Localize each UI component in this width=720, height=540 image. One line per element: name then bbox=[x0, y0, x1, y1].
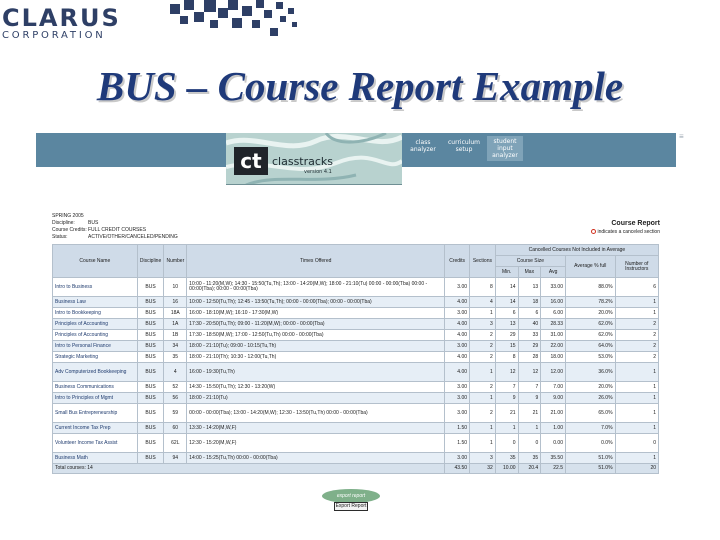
cell-size-max: 13 bbox=[518, 278, 541, 297]
cell-times-offered: 14:00 - 15:25(Tu,Th) 00:00 - 00:00(Tba) bbox=[187, 453, 445, 464]
cell-times-offered: 16:00 - 19:30(Tu,Th) bbox=[187, 363, 445, 382]
cell-instructors: 2 bbox=[615, 352, 658, 363]
table-row bbox=[53, 423, 659, 434]
header-course-name: Course Name bbox=[53, 245, 138, 278]
cell-average-full: 65.0% bbox=[565, 404, 615, 423]
cell-sections: 1 bbox=[470, 434, 496, 453]
table-row bbox=[53, 453, 659, 464]
cell-course-name[interactable]: Small Bus Entrepreneurship bbox=[53, 404, 138, 423]
cell-instructors: 1 bbox=[615, 423, 658, 434]
cell-size-max: 1 bbox=[518, 423, 541, 434]
export-report-button[interactable]: Export Report bbox=[335, 503, 367, 509]
cell-size-min: 12 bbox=[495, 363, 518, 382]
report-screenshot bbox=[36, 133, 676, 515]
cell-instructors: 1 bbox=[615, 404, 658, 423]
cell-sections: 2 bbox=[470, 341, 496, 352]
canceled-section-icon bbox=[591, 229, 596, 234]
cell-credits: 3.00 bbox=[445, 278, 470, 297]
report-term: SPRING 2005 bbox=[52, 213, 84, 219]
cell-credits: 3.00 bbox=[445, 341, 470, 352]
cell-size-max: 28 bbox=[518, 352, 541, 363]
cell-average-full: 51.0% bbox=[565, 453, 615, 464]
cell-size-avg: 35.50 bbox=[541, 453, 566, 464]
cell-size-max: 21 bbox=[518, 404, 541, 423]
totals-avg: 22.5 bbox=[541, 464, 566, 474]
nav-curriculum-setup[interactable]: curriculum setup bbox=[447, 139, 480, 153]
cell-sections: 2 bbox=[470, 404, 496, 423]
totals-row bbox=[53, 464, 659, 474]
cell-size-max: 12 bbox=[518, 363, 541, 382]
cell-credits: 4.00 bbox=[445, 330, 470, 341]
totals-sections: 32 bbox=[470, 464, 496, 474]
cell-discipline: BUS bbox=[137, 382, 164, 393]
cell-size-avg: 12.00 bbox=[541, 363, 566, 382]
report-title: Course Report bbox=[611, 220, 660, 227]
cell-instructors: 0 bbox=[615, 434, 658, 453]
cell-times-offered: 17:30 - 20:50(Tu,Th); 09:00 - 11:20(M,W); 00:00 - 00:00(Tba) bbox=[187, 319, 445, 330]
cell-average-full: 20.0% bbox=[565, 308, 615, 319]
cell-times-offered: 12:30 - 15:20(M,W,F) bbox=[187, 434, 445, 453]
cell-size-min: 1 bbox=[495, 423, 518, 434]
header-avg: Avg bbox=[541, 267, 566, 278]
cell-times-offered: 18:00 - 21:10(Tu); 09:00 - 10:15(Tu,Th) bbox=[187, 341, 445, 352]
cell-times-offered: 18:00 - 21:10(Th); 10:30 - 12:00(Tu,Th) bbox=[187, 352, 445, 363]
totals-label: Total courses: 14 bbox=[53, 464, 445, 474]
cell-size-max: 6 bbox=[518, 308, 541, 319]
table-row bbox=[53, 297, 659, 308]
cell-average-full: 20.0% bbox=[565, 382, 615, 393]
table-row bbox=[53, 352, 659, 363]
cell-course-number: 18A bbox=[164, 308, 187, 319]
cell-size-min: 9 bbox=[495, 393, 518, 404]
cell-size-min: 21 bbox=[495, 404, 518, 423]
header-average-full: Average % full bbox=[565, 256, 615, 278]
cell-credits: 1.50 bbox=[445, 434, 470, 453]
cell-size-min: 14 bbox=[495, 278, 518, 297]
meta-status: Status: ACTIVE/OTHER/CANCELED/PENDING bbox=[52, 234, 178, 240]
cell-size-min: 8 bbox=[495, 352, 518, 363]
cell-size-min: 29 bbox=[495, 330, 518, 341]
cell-average-full: 0.0% bbox=[565, 434, 615, 453]
cell-size-max: 29 bbox=[518, 341, 541, 352]
export-report-logo: export report bbox=[322, 489, 380, 503]
checker-pattern-decoration bbox=[170, 0, 300, 42]
cell-discipline: BUS bbox=[137, 352, 164, 363]
cell-size-avg: 22.00 bbox=[541, 341, 566, 352]
cell-sections: 8 bbox=[470, 278, 496, 297]
cell-size-max: 18 bbox=[518, 297, 541, 308]
cell-average-full: 53.0% bbox=[565, 352, 615, 363]
cell-course-number: 59 bbox=[164, 404, 187, 423]
cell-course-number: 1B bbox=[164, 330, 187, 341]
cell-sections: 1 bbox=[470, 363, 496, 382]
meta-course-credits: Course Credits:FULL CREDIT COURSES bbox=[52, 227, 147, 233]
cell-credits: 3.00 bbox=[445, 308, 470, 319]
header-discipline: Discipline bbox=[137, 245, 164, 278]
table-row bbox=[53, 363, 659, 382]
cell-sections: 1 bbox=[470, 423, 496, 434]
table-row bbox=[53, 278, 659, 297]
cell-credits: 3.00 bbox=[445, 393, 470, 404]
cell-sections: 4 bbox=[470, 297, 496, 308]
cell-instructors: 2 bbox=[615, 330, 658, 341]
cell-course-name[interactable]: Adv Computerized Bookkeeping bbox=[53, 363, 138, 382]
header-max: Max bbox=[518, 267, 541, 278]
slide-title: BUS – Course Report Example bbox=[96, 63, 624, 109]
cell-times-offered: 18:00 - 21:10(Tu) bbox=[187, 393, 445, 404]
scrollbar-grip-icon[interactable]: ≡ bbox=[679, 132, 684, 141]
table-row bbox=[53, 319, 659, 330]
nav-student-input-analyzer[interactable]: student input analyzer bbox=[487, 136, 523, 161]
cell-discipline: BUS bbox=[137, 404, 164, 423]
cell-sections: 1 bbox=[470, 308, 496, 319]
cell-average-full: 62.0% bbox=[565, 319, 615, 330]
cell-size-min: 14 bbox=[495, 297, 518, 308]
cell-size-avg: 6.00 bbox=[541, 308, 566, 319]
cell-average-full: 78.2% bbox=[565, 297, 615, 308]
cell-discipline: BUS bbox=[137, 308, 164, 319]
cell-course-name[interactable]: Strategic Marketing bbox=[53, 352, 138, 363]
cell-size-min: 13 bbox=[495, 319, 518, 330]
cell-size-min: 35 bbox=[495, 453, 518, 464]
cell-instructors: 6 bbox=[615, 278, 658, 297]
cell-sections: 2 bbox=[470, 382, 496, 393]
cell-size-avg: 7.00 bbox=[541, 382, 566, 393]
cell-course-number: 10 bbox=[164, 278, 187, 297]
cell-course-number: 34 bbox=[164, 341, 187, 352]
table-row bbox=[53, 404, 659, 423]
cell-discipline: BUS bbox=[137, 453, 164, 464]
cell-course-name[interactable]: Intro to Personal Finance bbox=[53, 341, 138, 352]
cell-course-number: 62L bbox=[164, 434, 187, 453]
cell-size-avg: 16.00 bbox=[541, 297, 566, 308]
classtracks-version: version 4.1 bbox=[304, 169, 332, 175]
cell-size-avg: 9.00 bbox=[541, 393, 566, 404]
cell-credits: 4.00 bbox=[445, 297, 470, 308]
cell-average-full: 36.0% bbox=[565, 363, 615, 382]
table-row bbox=[53, 330, 659, 341]
cell-times-offered: 10:00 - 11:20(M,W); 14:30 - 15:50(Tu,Th); 13:00 - 14:20(M,W); 18:00 - 21:10(Tu) 00:00 - 00:00(Tba) 00:00 - 00:00(Tba); 00:00 - 00:00(Tba) bbox=[187, 278, 445, 297]
totals-min: 10.00 bbox=[495, 464, 518, 474]
classtracks-logo-name: classtracks bbox=[272, 155, 334, 168]
cell-times-offered: 10:00 - 12:50(Tu,Th); 12:45 - 13:50(Tu,Th); 00:00 - 00:00(Tba); 00:00 - 00:00(Tba) bbox=[187, 297, 445, 308]
header-cancelled-group: Cancelled Courses Not Included in Average bbox=[495, 245, 658, 256]
cell-credits: 1.50 bbox=[445, 423, 470, 434]
nav-class-analyzer[interactable]: class analyzer bbox=[410, 139, 436, 153]
cell-course-name[interactable]: Intro to Principles of Mgmt bbox=[53, 393, 138, 404]
cell-average-full: 26.0% bbox=[565, 393, 615, 404]
cell-average-full: 88.0% bbox=[565, 278, 615, 297]
table-row bbox=[53, 308, 659, 319]
clarus-logo bbox=[2, 6, 121, 42]
totals-credits: 43.50 bbox=[445, 464, 470, 474]
cell-course-name[interactable]: Principles of Accounting bbox=[53, 330, 138, 341]
cell-discipline: BUS bbox=[137, 319, 164, 330]
header-times-offered: Times Offered bbox=[187, 245, 445, 278]
header-credits: Credits bbox=[445, 245, 470, 278]
cell-course-number: 35 bbox=[164, 352, 187, 363]
table-row bbox=[53, 341, 659, 352]
classtracks-banner bbox=[226, 133, 402, 185]
cell-size-avg: 21.00 bbox=[541, 404, 566, 423]
cell-times-offered: 16:00 - 18:10(M,W); 16:10 - 17:30(M,W) bbox=[187, 308, 445, 319]
report-meta bbox=[52, 213, 178, 241]
cell-course-name[interactable]: Volunteer Income Tax Assist bbox=[53, 434, 138, 453]
cell-size-min: 0 bbox=[495, 434, 518, 453]
cell-course-name[interactable]: Intro to Bookkeeping bbox=[53, 308, 138, 319]
cell-instructors: 2 bbox=[615, 319, 658, 330]
cell-sections: 1 bbox=[470, 393, 496, 404]
cell-instructors: 2 bbox=[615, 341, 658, 352]
cell-size-max: 40 bbox=[518, 319, 541, 330]
cell-sections: 2 bbox=[470, 352, 496, 363]
header-min: Min. bbox=[495, 267, 518, 278]
cell-course-name[interactable]: Business Math bbox=[53, 453, 138, 464]
cell-course-name[interactable]: Intro to Business bbox=[53, 278, 138, 297]
cell-times-offered: 17:30 - 18:50(M,W); 17:00 - 12:50(Tu,Th) 00:00 - 00:00(Tba) bbox=[187, 330, 445, 341]
header-sections: Sections bbox=[470, 245, 496, 278]
cell-size-avg: 1.00 bbox=[541, 423, 566, 434]
cell-times-offered: 14:30 - 15:50(Tu,Th); 12:30 - 13:20(W) bbox=[187, 382, 445, 393]
cell-discipline: BUS bbox=[137, 423, 164, 434]
cell-discipline: BUS bbox=[137, 278, 164, 297]
cell-size-max: 35 bbox=[518, 453, 541, 464]
cell-discipline: BUS bbox=[137, 393, 164, 404]
cell-sections: 3 bbox=[470, 319, 496, 330]
cell-instructors: 1 bbox=[615, 297, 658, 308]
cell-size-avg: 0.00 bbox=[541, 434, 566, 453]
cell-size-avg: 18.00 bbox=[541, 352, 566, 363]
cell-size-min: 7 bbox=[495, 382, 518, 393]
cell-credits: 4.00 bbox=[445, 319, 470, 330]
cell-average-full: 62.0% bbox=[565, 330, 615, 341]
header-number: Number bbox=[164, 245, 187, 278]
cell-course-name[interactable]: Business Law bbox=[53, 297, 138, 308]
brand-name: CLARUS bbox=[2, 4, 121, 32]
canceled-legend-text: indicates a canceled section bbox=[597, 229, 660, 235]
cell-course-number: 16 bbox=[164, 297, 187, 308]
cell-credits: 4.00 bbox=[445, 363, 470, 382]
cell-course-number: 56 bbox=[164, 393, 187, 404]
cell-times-offered: 00:00 - 00:00(Tba); 13:00 - 14:20(M,W); 12:30 - 13:50(Tu,Th) 00:00 - 00:00(Tba) bbox=[187, 404, 445, 423]
cell-discipline: BUS bbox=[137, 341, 164, 352]
cell-course-number: 4 bbox=[164, 363, 187, 382]
cell-credits: 3.00 bbox=[445, 453, 470, 464]
table-row bbox=[53, 382, 659, 393]
header-instructors: Number of Instructors bbox=[615, 256, 658, 278]
cell-size-max: 9 bbox=[518, 393, 541, 404]
table-row bbox=[53, 434, 659, 453]
cell-size-avg: 33.00 bbox=[541, 278, 566, 297]
cell-course-number: 52 bbox=[164, 382, 187, 393]
course-report-table bbox=[52, 244, 659, 474]
classtracks-logo-mark: ct bbox=[234, 147, 268, 175]
cell-instructors: 1 bbox=[615, 382, 658, 393]
cell-course-number: 1A bbox=[164, 319, 187, 330]
cell-average-full: 64.0% bbox=[565, 341, 615, 352]
totals-instructors: 20 bbox=[615, 464, 658, 474]
totals-max: 20.4 bbox=[518, 464, 541, 474]
cell-course-name[interactable]: Current Income Tax Prep bbox=[53, 423, 138, 434]
totals-full: 51.0% bbox=[565, 464, 615, 474]
cell-average-full: 7.0% bbox=[565, 423, 615, 434]
canceled-legend bbox=[591, 229, 660, 235]
cell-discipline: BUS bbox=[137, 363, 164, 382]
cell-sections: 3 bbox=[470, 453, 496, 464]
report-rows bbox=[53, 278, 659, 464]
cell-credits: 4.00 bbox=[445, 352, 470, 363]
cell-size-min: 6 bbox=[495, 308, 518, 319]
cell-discipline: BUS bbox=[137, 330, 164, 341]
brand-sub: CORPORATION bbox=[2, 30, 106, 41]
header-course-size: Course Size bbox=[495, 256, 565, 267]
cell-instructors: 1 bbox=[615, 453, 658, 464]
cell-instructors: 1 bbox=[615, 363, 658, 382]
cell-course-name[interactable]: Business Communications bbox=[53, 382, 138, 393]
cell-course-number: 60 bbox=[164, 423, 187, 434]
cell-size-max: 7 bbox=[518, 382, 541, 393]
cell-course-name[interactable]: Principles of Accounting bbox=[53, 319, 138, 330]
cell-discipline: BUS bbox=[137, 434, 164, 453]
cell-size-max: 0 bbox=[518, 434, 541, 453]
export-report-widget bbox=[322, 486, 380, 512]
cell-size-avg: 31.00 bbox=[541, 330, 566, 341]
cell-times-offered: 13:30 - 14:20(M,W,F) bbox=[187, 423, 445, 434]
cell-discipline: BUS bbox=[137, 297, 164, 308]
cell-sections: 2 bbox=[470, 330, 496, 341]
cell-size-max: 33 bbox=[518, 330, 541, 341]
cell-size-min: 15 bbox=[495, 341, 518, 352]
meta-discipline: Discipline: BUS bbox=[52, 220, 99, 226]
cell-instructors: 1 bbox=[615, 393, 658, 404]
table-row bbox=[53, 393, 659, 404]
cell-size-avg: 28.33 bbox=[541, 319, 566, 330]
cell-credits: 3.00 bbox=[445, 404, 470, 423]
cell-credits: 3.00 bbox=[445, 382, 470, 393]
cell-instructors: 1 bbox=[615, 308, 658, 319]
cell-course-number: 94 bbox=[164, 453, 187, 464]
